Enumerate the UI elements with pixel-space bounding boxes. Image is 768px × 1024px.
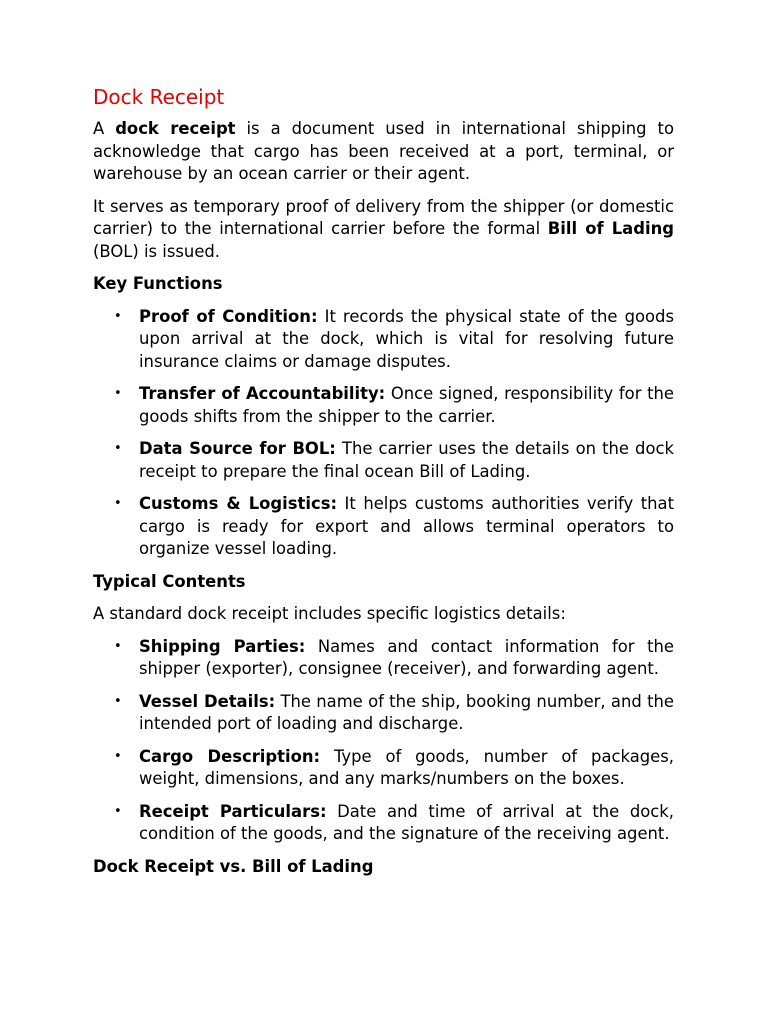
intro-paragraph-2 <box>93 196 674 264</box>
bullet-icon: • <box>114 441 122 456</box>
list-item-label: Customs & Logistics: <box>139 494 338 513</box>
bullet-icon: • <box>114 308 122 324</box>
list-item-text: Type of goods, number of packages, weight, dimensions, and any marks/numbers on the boxes. <box>139 746 674 788</box>
bullet-icon: • <box>114 693 122 709</box>
list-item <box>93 691 674 736</box>
intro-text: (BOL) is issued. <box>93 241 221 261</box>
bullet-icon: • <box>114 803 122 819</box>
bullet-icon: • <box>114 748 122 764</box>
list-item-label: Receipt Particulars: <box>139 801 327 821</box>
typical-contents-list <box>93 636 674 846</box>
intro-text: A <box>93 119 116 138</box>
list-item <box>93 746 674 791</box>
list-item-label: Cargo Description: <box>139 746 321 766</box>
intro-text: is a document used in international shipping to acknowledge that cargo has been received at a port, terminal, or warehouse by an ocean carrier or their agent. <box>93 119 674 183</box>
list-item-text: The carrier uses the details on the dock receipt to prepare the final ocean Bill of Lading. <box>139 439 674 481</box>
list-item-text: The name of the ship, booking number, and the intended port of loading and discharge. <box>139 691 674 733</box>
key-functions-list <box>93 306 674 561</box>
list-item-text: Names and contact information for the shipper (exporter), consignee (receiver), and forwarding agent. <box>139 636 674 678</box>
list-item <box>93 438 674 483</box>
section-heading-typical-contents: Typical Contents <box>93 571 246 591</box>
term-bill-of-lading: Bill of Lading <box>547 219 674 238</box>
intro-text: It serves as temporary proof of delivery from the shipper (or domestic carrier) to the international carrier before the formal <box>93 196 674 238</box>
list-item <box>93 636 674 681</box>
list-item-label: Vessel Details: <box>139 691 276 711</box>
bullet-icon: • <box>114 638 122 654</box>
section-heading-comparison: Dock Receipt vs. Bill of Lading <box>93 856 374 876</box>
list-item-text: Once signed, responsibility for the goods shifts from the shipper to the carrier. <box>139 384 674 426</box>
list-item-text: Date and time of arrival at the dock, condition of the goods, and the signature of the receiving agent. <box>139 801 674 843</box>
bullet-icon: • <box>114 386 122 401</box>
page-title: Dock Receipt <box>93 85 225 109</box>
list-item-label: Proof of Condition: <box>139 306 318 326</box>
list-item-label: Data Source for BOL: <box>139 439 336 458</box>
list-item <box>93 801 674 846</box>
list-item-text: It records the physical state of the goods upon arrival at the dock, which is vital for resolving future insurance claims or damage disputes. <box>139 306 674 371</box>
list-item <box>93 383 674 428</box>
section-heading-key-functions: Key Functions <box>93 274 223 293</box>
list-item-text: It helps customs authorities verify that cargo is ready for export and allows terminal operators to organize vessel loading. <box>139 494 674 558</box>
list-item-label: Transfer of Accountability: <box>139 384 386 403</box>
document-page <box>93 82 674 888</box>
term-dock-receipt: dock receipt <box>115 119 236 138</box>
list-item-label: Shipping Parties: <box>139 636 306 656</box>
typical-contents-intro: A standard dock receipt includes specific logistics details: <box>93 604 566 623</box>
list-item <box>93 306 674 374</box>
list-item <box>93 493 674 561</box>
bullet-icon: • <box>114 496 122 511</box>
intro-paragraph-1 <box>93 118 674 186</box>
